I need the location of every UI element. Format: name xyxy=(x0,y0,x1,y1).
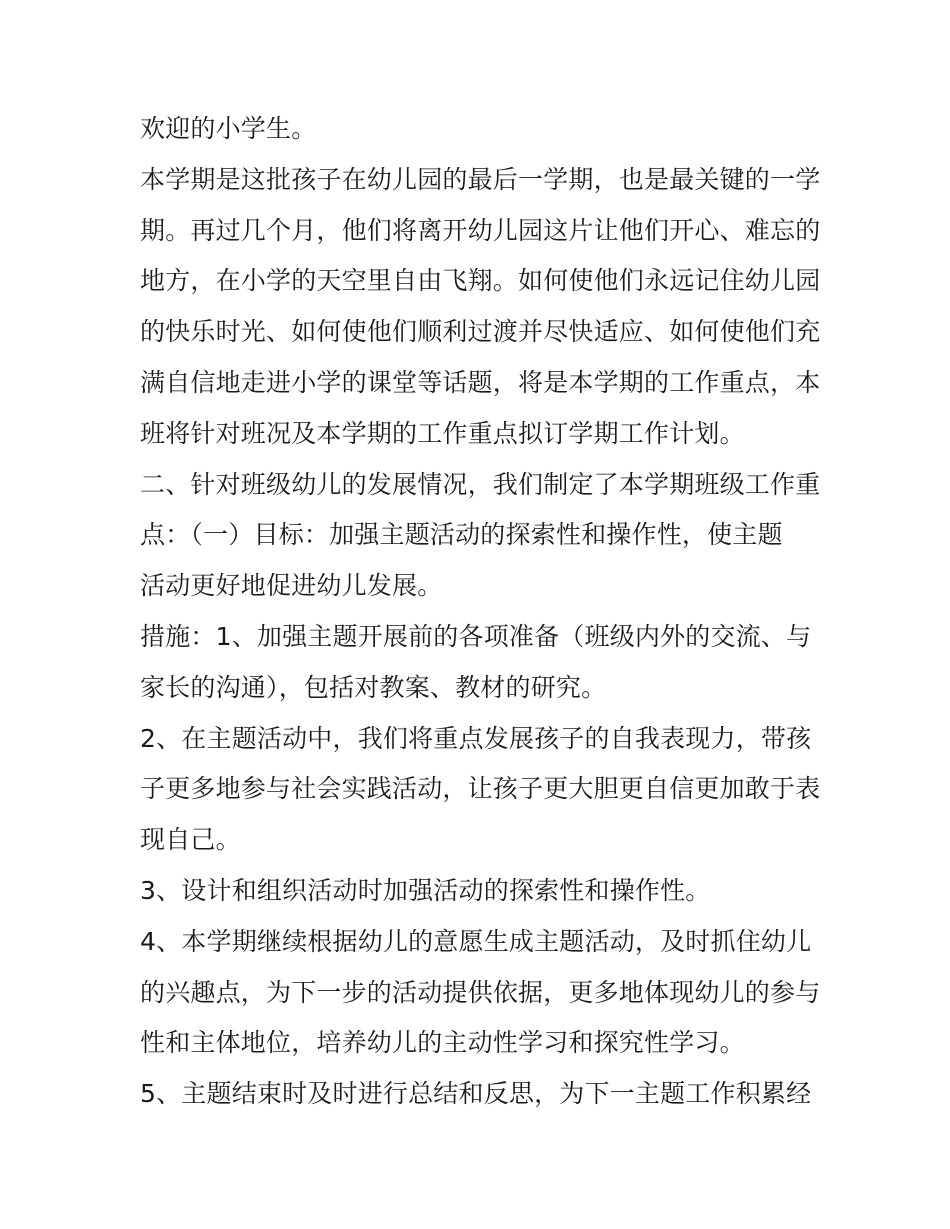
text-line: 4、本学期继续根据幼儿的意愿生成主题活动，及时抓住幼儿 xyxy=(140,926,812,956)
text-line: 家长的沟通），包括对教案、教材的研究。 xyxy=(140,672,607,702)
text-line: 子更多地参与社会实践活动，让孩子更大胆更自信更加敢于表 xyxy=(140,774,821,804)
text-line: 点：（一）目标：加强主题活动的探索性和操作性，使主题 xyxy=(140,520,783,550)
text-line: 的快乐时光、如何使他们顺利过渡并尽快适应、如何使他们充 xyxy=(140,317,821,347)
text-line: 欢迎的小学生。 xyxy=(140,114,317,143)
text-line: 5、主题结束时及时进行总结和反思，为下一主题工作积累经 xyxy=(140,1079,812,1109)
text-line: 现自己。 xyxy=(140,825,241,855)
paragraph-measure-2 xyxy=(140,714,820,866)
text-line: 二、针对班级幼儿的发展情况，我们制定了本学期班级工作重 xyxy=(140,469,821,499)
paragraph-measure-4 xyxy=(140,917,820,1069)
paragraph-measure-3 xyxy=(140,866,820,917)
paragraph-measure-1 xyxy=(140,612,820,714)
text-line: 活动更好地促进幼儿发展。 xyxy=(140,571,443,601)
text-line: 本学期是这批孩子在幼儿园的最后一学期，也是最关键的一学 xyxy=(140,164,821,194)
text-line: 性和主体地位，培养幼儿的主动性学习和探究性学习。 xyxy=(140,1028,745,1058)
text-line: 地方，在小学的天空里自由飞翔。如何使他们永远记住幼儿园 xyxy=(140,266,821,296)
paragraph-continuation xyxy=(140,104,820,155)
text-line: 2、在主题活动中，我们将重点发展孩子的自我表现力，带孩 xyxy=(140,723,812,753)
paragraph-section-2 xyxy=(140,460,820,612)
paragraph-intro xyxy=(140,155,820,460)
paragraph-measure-5 xyxy=(140,1069,820,1120)
text-line: 措施：1、加强主题开展前的各项准备（班级内外的交流、与 xyxy=(140,621,812,651)
text-line: 的兴趣点，为下一步的活动提供依据，更多地体现幼儿的参与 xyxy=(140,977,821,1007)
document-body xyxy=(140,104,820,1120)
text-line: 期。再过几个月，他们将离开幼儿园这片让他们开心、难忘的 xyxy=(140,215,821,245)
text-line: 3、设计和组织活动时加强活动的探索性和操作性。 xyxy=(140,875,711,905)
text-line: 班将针对班况及本学期的工作重点拟订学期工作计划。 xyxy=(140,418,745,448)
text-line: 满自信地走进小学的课堂等话题，将是本学期的工作重点，本 xyxy=(140,367,821,397)
